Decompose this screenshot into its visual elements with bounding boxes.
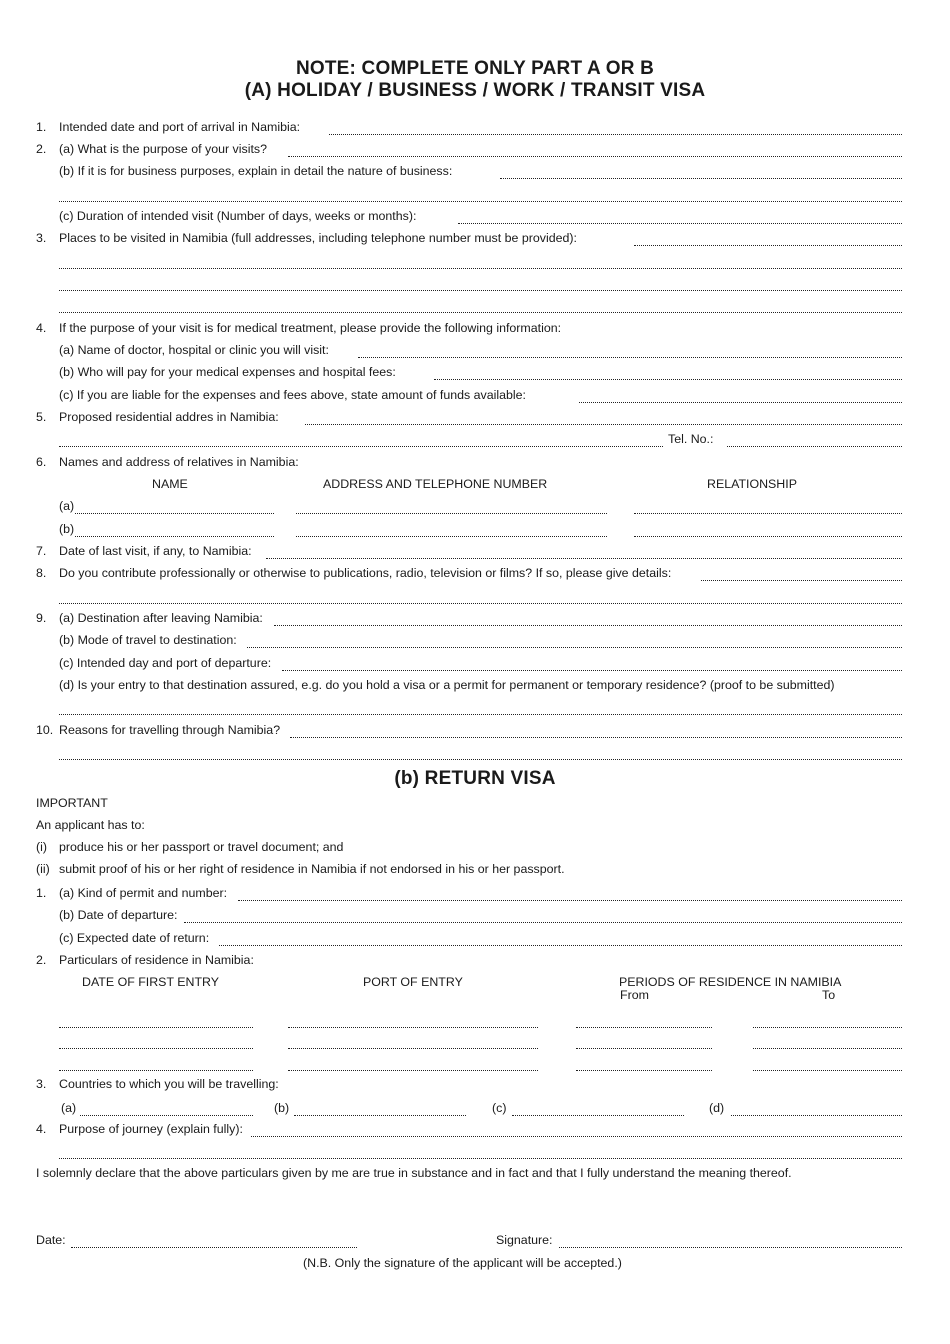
relative-b-name-field[interactable] bbox=[75, 522, 274, 537]
journey-purpose-line2[interactable] bbox=[59, 1144, 902, 1159]
business-nature-field-line2[interactable] bbox=[59, 187, 902, 202]
form-title-part-a: (A) HOLIDAY / BUSINESS / WORK / TRANSIT VISA bbox=[244, 80, 706, 101]
relatives-col-address: ADDRESS AND TELEPHONE NUMBER bbox=[323, 477, 548, 491]
q5-number: 5. bbox=[36, 410, 47, 424]
country-b-label: (b) bbox=[274, 1101, 290, 1115]
residence-row1-first-entry[interactable] bbox=[59, 1013, 253, 1028]
b2-label: Particulars of residence in Namibia: bbox=[59, 953, 254, 967]
requirement-ii-number: (ii) bbox=[36, 862, 50, 876]
signature-label: Signature: bbox=[496, 1233, 553, 1247]
b4-number: 4. bbox=[36, 1122, 47, 1136]
publications-details-line2[interactable] bbox=[59, 589, 902, 604]
tel-label: Tel. No.: bbox=[668, 432, 714, 446]
residence-col-periods: PERIODS OF RESIDENCE IN NAMIBIA bbox=[619, 975, 842, 989]
residence-row1-port[interactable] bbox=[288, 1013, 538, 1028]
departure-day-port-field[interactable] bbox=[282, 656, 902, 671]
residence-col-port: PORT OF ENTRY bbox=[363, 975, 463, 989]
places-to-visit-line2[interactable] bbox=[59, 254, 902, 269]
q9b-label: (b) Mode of travel to destination: bbox=[59, 633, 237, 647]
country-a-label: (a) bbox=[61, 1101, 77, 1115]
residence-row3-port[interactable] bbox=[288, 1056, 538, 1071]
relative-b-relationship-field[interactable] bbox=[634, 522, 902, 537]
transit-reasons-field[interactable] bbox=[290, 723, 902, 738]
q7-number: 7. bbox=[36, 544, 47, 558]
residence-col-first-entry: DATE OF FIRST ENTRY bbox=[82, 975, 219, 989]
signature-field[interactable] bbox=[559, 1233, 902, 1248]
publications-details-field[interactable] bbox=[701, 566, 902, 581]
q1-label: Intended date and port of arrival in Namibia: bbox=[59, 120, 301, 134]
funds-available-field[interactable] bbox=[579, 388, 902, 403]
q2c-label: (c) Duration of intended visit (Number of days, weeks or months): bbox=[59, 209, 417, 223]
q5-label: Proposed residential addres in Namibia: bbox=[59, 410, 279, 424]
q9a-label: (a) Destination after leaving Namibia: bbox=[59, 611, 263, 625]
signature-note: (N.B. Only the signature of the applicant will be accepted.) bbox=[303, 1256, 622, 1270]
residence-row2-from[interactable] bbox=[576, 1034, 712, 1049]
q4a-label: (a) Name of doctor, hospital or clinic you will visit: bbox=[59, 343, 329, 357]
b1c-label: (c) Expected date of return: bbox=[59, 931, 210, 945]
destination-field[interactable] bbox=[274, 611, 902, 626]
country-d-field[interactable] bbox=[731, 1101, 902, 1116]
return-departure-date-field[interactable] bbox=[184, 908, 902, 923]
applicant-intro: An applicant has to: bbox=[36, 818, 145, 832]
places-to-visit-line4[interactable] bbox=[59, 298, 902, 313]
q7-label: Date of last visit, if any, to Namibia: bbox=[59, 544, 252, 558]
date-field[interactable] bbox=[71, 1233, 357, 1248]
relatives-col-name: NAME bbox=[152, 477, 188, 491]
country-c-label: (c) bbox=[492, 1101, 507, 1115]
transit-reasons-line2[interactable] bbox=[59, 745, 902, 760]
residence-row1-to[interactable] bbox=[753, 1013, 902, 1028]
relative-a-name-field[interactable] bbox=[75, 499, 274, 514]
q2-number: 2. bbox=[36, 142, 47, 156]
residence-row2-port[interactable] bbox=[288, 1034, 538, 1049]
q4b-label: (b) Who will pay for your medical expenses and hospital fees: bbox=[59, 365, 396, 379]
permit-kind-number-field[interactable] bbox=[238, 886, 902, 901]
b1b-label: (b) Date of departure: bbox=[59, 908, 178, 922]
residence-row3-from[interactable] bbox=[576, 1056, 712, 1071]
relative-row-a-label: (a) bbox=[59, 499, 75, 513]
tel-number-field[interactable] bbox=[727, 432, 902, 447]
important-heading: IMPORTANT bbox=[36, 796, 108, 810]
q8-number: 8. bbox=[36, 566, 47, 580]
residence-row3-first-entry[interactable] bbox=[59, 1056, 253, 1071]
q6-number: 6. bbox=[36, 455, 47, 469]
relative-row-b-label: (b) bbox=[59, 522, 75, 536]
form-title-note: NOTE: COMPLETE ONLY PART A OR B bbox=[295, 58, 655, 79]
b2-number: 2. bbox=[36, 953, 47, 967]
declaration-text: I solemnly declare that the above particulars given by me are true in substance and in fact and that I fully understand the meaning thereof. bbox=[36, 1166, 792, 1180]
residence-row1-from[interactable] bbox=[576, 1013, 712, 1028]
b1-number: 1. bbox=[36, 886, 47, 900]
travel-mode-field[interactable] bbox=[247, 633, 902, 648]
q9d-label: (d) Is your entry to that destination assured, e.g. do you hold a visa or a permit for permanent or temporary residence? (proof to be submitted) bbox=[59, 678, 835, 692]
residential-address-field[interactable] bbox=[305, 410, 902, 425]
q10-number: 10. bbox=[36, 723, 54, 737]
entry-assured-field[interactable] bbox=[59, 700, 902, 715]
country-b-field[interactable] bbox=[294, 1101, 466, 1116]
q2b-label: (b) If it is for business purposes, explain in detail the nature of business: bbox=[59, 164, 453, 178]
country-c-field[interactable] bbox=[512, 1101, 684, 1116]
doctor-hospital-field[interactable] bbox=[358, 343, 902, 358]
residence-col-to: To bbox=[822, 988, 836, 1002]
q6-label: Names and address of relatives in Namibia: bbox=[59, 455, 299, 469]
residence-col-from: From bbox=[620, 988, 649, 1002]
visit-duration-field[interactable] bbox=[458, 209, 902, 224]
relatives-col-relationship: RELATIONSHIP bbox=[707, 477, 797, 491]
country-d-label: (d) bbox=[709, 1101, 725, 1115]
return-visa-title: (b) RETURN VISA bbox=[394, 768, 556, 789]
b4-label: Purpose of journey (explain fully): bbox=[59, 1122, 243, 1136]
places-to-visit-field[interactable] bbox=[634, 231, 902, 246]
q1-number: 1. bbox=[36, 120, 47, 134]
visit-purpose-field[interactable] bbox=[288, 142, 902, 157]
arrival-date-port-field[interactable] bbox=[329, 120, 902, 135]
q9-number: 9. bbox=[36, 611, 47, 625]
relative-b-address-field[interactable] bbox=[296, 522, 607, 537]
relative-a-address-field[interactable] bbox=[296, 499, 607, 514]
q3-label: Places to be visited in Namibia (full addresses, including telephone number must be provided): bbox=[59, 231, 577, 245]
journey-purpose-field[interactable] bbox=[251, 1122, 902, 1137]
b1a-label: (a) Kind of permit and number: bbox=[59, 886, 228, 900]
residence-row3-to[interactable] bbox=[753, 1056, 902, 1071]
q4-label: If the purpose of your visit is for medical treatment, please provide the following information: bbox=[59, 321, 562, 335]
date-label: Date: bbox=[36, 1233, 66, 1247]
residence-row2-to[interactable] bbox=[753, 1034, 902, 1049]
business-nature-field[interactable] bbox=[500, 164, 902, 179]
q9c-label: (c) Intended day and port of departure: bbox=[59, 656, 272, 670]
expected-return-date-field[interactable] bbox=[219, 931, 902, 946]
requirement-i-text: produce his or her passport or travel document; and bbox=[59, 840, 344, 854]
q8-label: Do you contribute professionally or otherwise to publications, radio, television or films? If so, please give details: bbox=[59, 566, 672, 580]
requirement-ii-text: submit proof of his or her right of residence in Namibia if not endorsed in his or her passport. bbox=[59, 862, 565, 876]
places-to-visit-line3[interactable] bbox=[59, 276, 902, 291]
residential-address-line2[interactable] bbox=[59, 432, 663, 447]
b3-number: 3. bbox=[36, 1077, 47, 1091]
q2a-label: (a) What is the purpose of your visits? bbox=[59, 142, 267, 156]
q4c-label: (c) If you are liable for the expenses and fees above, state amount of funds available: bbox=[59, 388, 526, 402]
q10-label: Reasons for travelling through Namibia? bbox=[59, 723, 281, 737]
country-a-field[interactable] bbox=[80, 1101, 253, 1116]
requirement-i-number: (i) bbox=[36, 840, 48, 854]
q3-number: 3. bbox=[36, 231, 47, 245]
medical-payer-field[interactable] bbox=[434, 365, 902, 380]
q4-number: 4. bbox=[36, 321, 47, 335]
b3-label: Countries to which you will be travelling: bbox=[59, 1077, 279, 1091]
relative-a-relationship-field[interactable] bbox=[634, 499, 902, 514]
residence-row2-first-entry[interactable] bbox=[59, 1034, 253, 1049]
last-visit-date-field[interactable] bbox=[266, 544, 902, 559]
